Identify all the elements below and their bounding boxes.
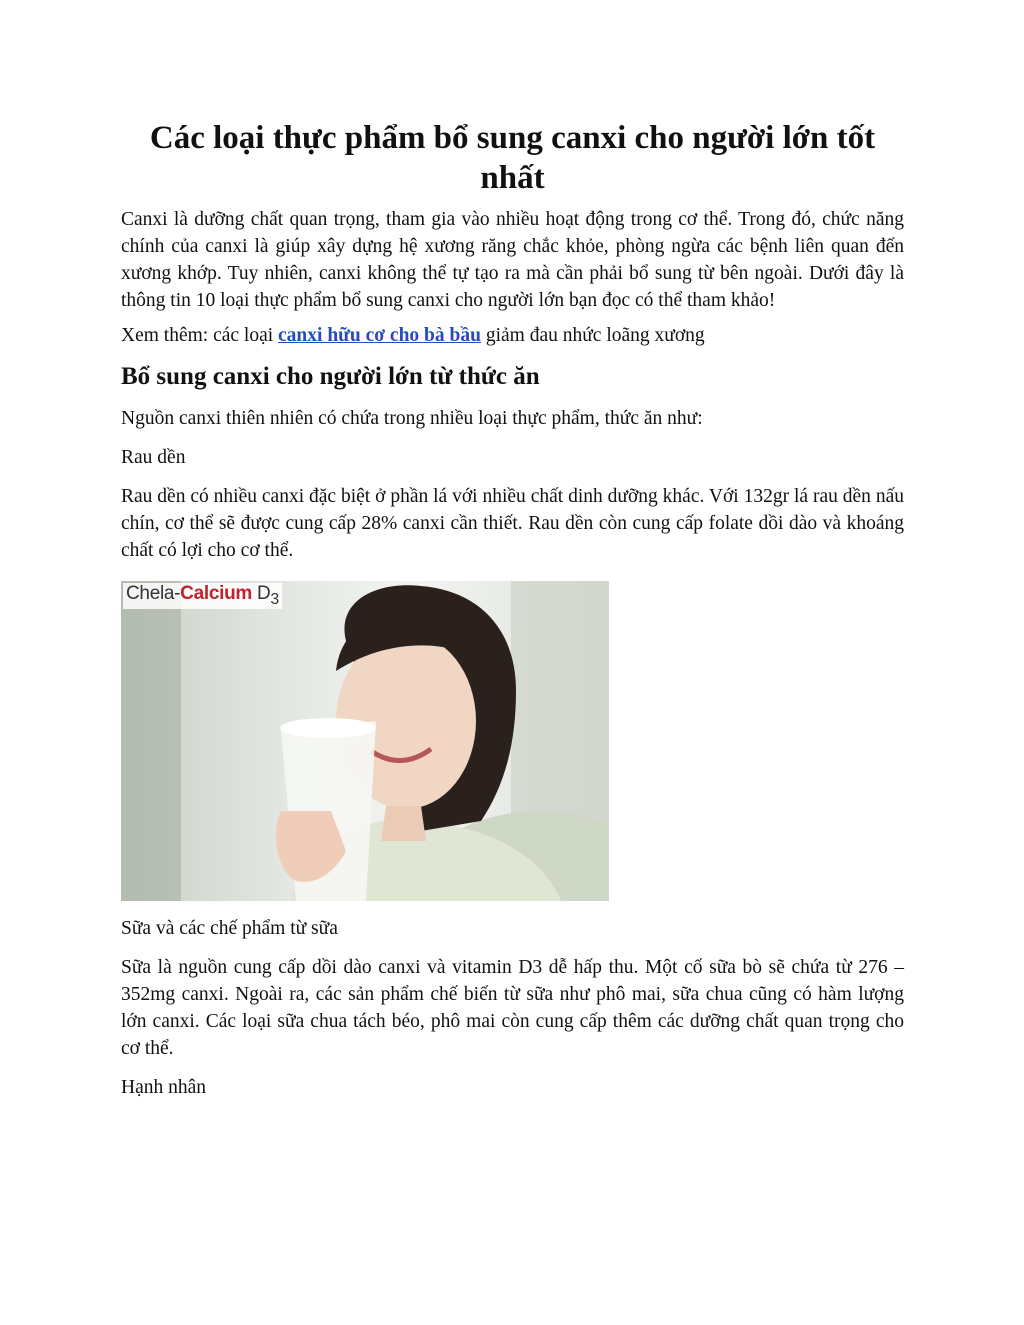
page-title: Các loại thực phẩm bổ sung canxi cho người lớn tốt nhất <box>149 120 876 196</box>
document-content <box>121 118 904 1101</box>
brand-suffix: D <box>256 583 271 604</box>
brand-name: Calcium <box>180 583 252 604</box>
see-also-line <box>121 322 904 349</box>
brand-subscript: 3 <box>270 590 279 608</box>
see-also-suffix: giảm đau nhức loãng xương <box>480 325 705 346</box>
woman-drinking-milk-photo <box>121 581 609 901</box>
item-heading-sua: Sữa và các chế phẩm từ sữa <box>121 918 338 939</box>
item-heading-rau-den: Rau dền <box>121 447 186 468</box>
item-text-sua: Sữa là nguồn cung cấp dồi dào canxi và vitamin D3 dễ hấp thu. Một cố sữa bò sẽ chứa từ 276 – 352mg canxi. Ngoài ra, các sản phẩm chế biến từ sữa như phô mai, sữa chua cũng có hàm lượng lớn canxi. Các loại sữa chua tách béo, phô mai còn cung cấp thêm các dưỡng chất quan trọng cho cơ thể. <box>121 957 904 1059</box>
item-text-rau-den: Rau dền có nhiều canxi đặc biệt ở phần lá với nhiều chất dinh dưỡng khác. Với 132gr lá rau dền nấu chín, cơ thể sẽ được cung cấp 28% canxi cần thiết. Rau dền còn cung cấp folate dồi dào và khoáng chất có lợi cho cơ thể. <box>121 486 904 561</box>
see-also-link[interactable]: canxi hữu cơ cho bà bầu <box>278 325 481 346</box>
see-also-prefix: Xem thêm: các loại <box>121 325 279 346</box>
product-brand-logo <box>123 583 282 609</box>
photo-illustration <box>121 581 609 901</box>
section-heading: Bổ sung canxi cho người lớn từ thức ăn <box>121 363 540 390</box>
section-intro: Nguồn canxi thiên nhiên có chứa trong nhiều loại thực phẩm, thức ăn như: <box>121 408 703 429</box>
intro-paragraph: Canxi là dưỡng chất quan trọng, tham gia vào nhiều hoạt động trong cơ thể. Trong đó, chức năng chính của canxi là giúp xây dựng hệ xương răng chắc khỏe, phòng ngừa các bệnh liên quan đến xương khớp. Tuy nhiên, canxi không thể tự tạo ra mà cần phải bổ sung từ bên ngoài. Dưới đây là thông tin 10 loại thực phẩm bổ sung canxi cho người lớn bạn đọc có thể tham khảo! <box>121 209 904 311</box>
brand-prefix: Chela- <box>126 583 181 604</box>
item-heading-hanh-nhan: Hạnh nhân <box>121 1077 207 1098</box>
